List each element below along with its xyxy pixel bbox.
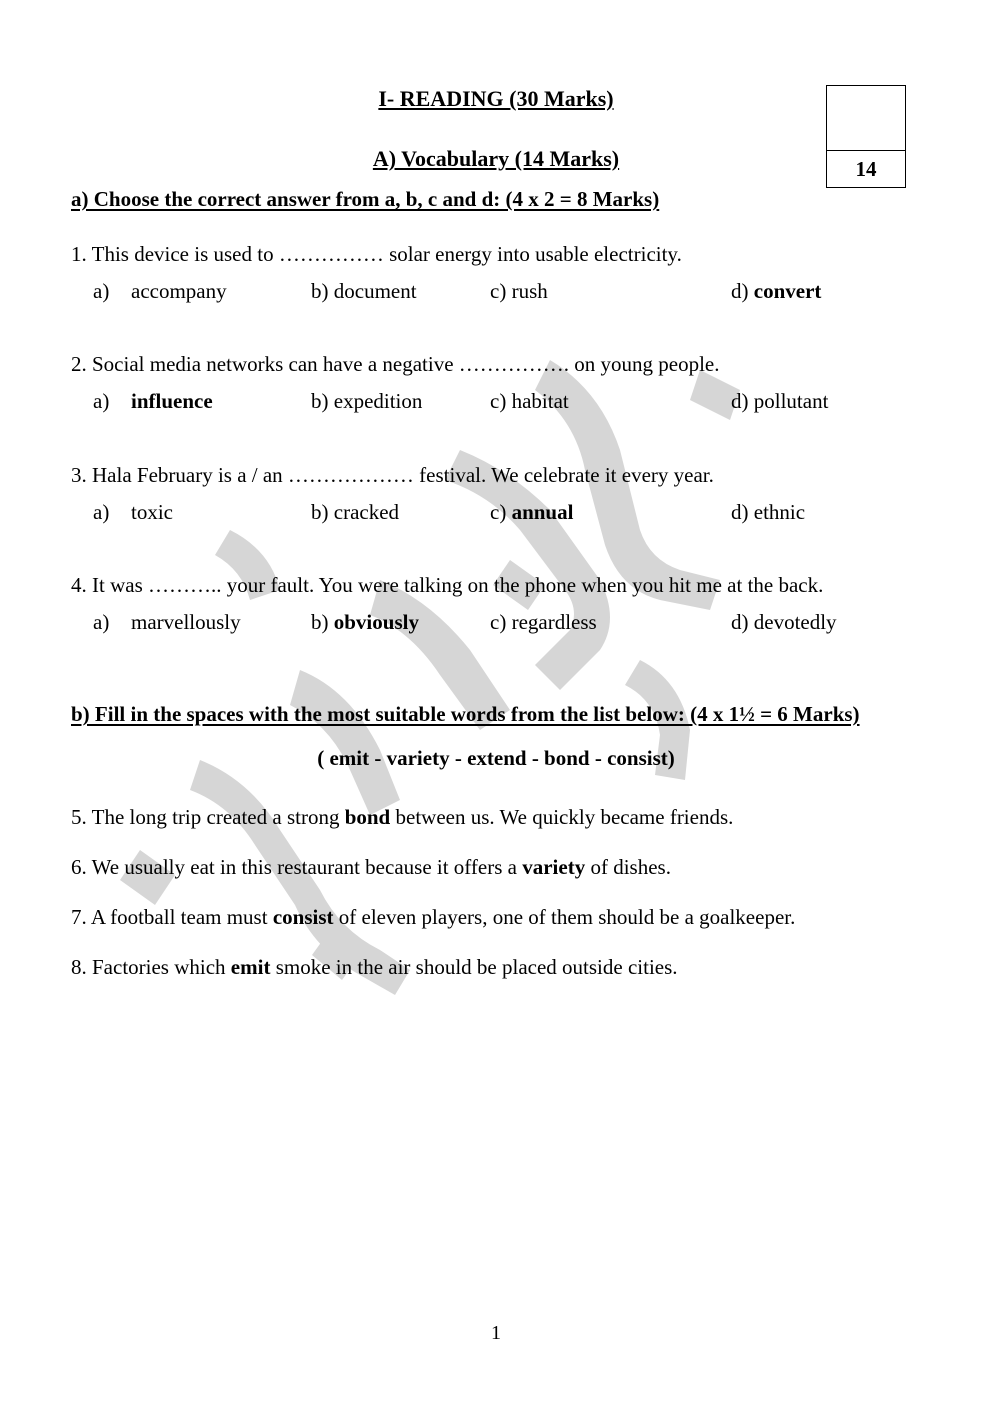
option-text: marvellously bbox=[131, 610, 241, 634]
option-letter: c) bbox=[490, 610, 507, 634]
filled-answer: bond bbox=[344, 805, 391, 829]
option-letter: b) bbox=[311, 279, 329, 303]
correct-answer: obviously bbox=[333, 610, 419, 634]
question-stem: 2. Social media networks can have a negative ……………. on young people. bbox=[71, 352, 720, 376]
option-c bbox=[490, 389, 569, 414]
fill-sentence bbox=[71, 905, 795, 930]
fill-sentence bbox=[71, 855, 671, 880]
option-letter: b) bbox=[311, 500, 329, 524]
option-d bbox=[731, 610, 837, 635]
option-d bbox=[731, 389, 828, 414]
option-letter: d) bbox=[731, 610, 749, 634]
fill-sentence bbox=[71, 955, 678, 980]
option-text: accompany bbox=[131, 279, 227, 303]
sentence-text: 8. Factories which bbox=[71, 955, 231, 979]
correct-answer: annual bbox=[511, 500, 574, 524]
option-b bbox=[311, 389, 422, 414]
section-subtitle: A) Vocabulary (14 Marks) bbox=[372, 146, 620, 171]
option-letter: a) bbox=[93, 610, 110, 634]
filled-answer: consist bbox=[272, 905, 334, 929]
sentence-text: between us. We quickly became friends. bbox=[390, 805, 734, 829]
option-c bbox=[490, 500, 573, 525]
option-text: expedition bbox=[333, 389, 423, 413]
fill-sentence bbox=[71, 805, 733, 830]
sentence-text: of eleven players, one of them should be a goalkeeper. bbox=[333, 905, 796, 929]
option-text: document bbox=[333, 279, 417, 303]
score-box bbox=[826, 85, 906, 188]
option-letter: b) bbox=[311, 389, 329, 413]
option-text: devotedly bbox=[753, 610, 837, 634]
option-text: pollutant bbox=[753, 389, 829, 413]
option-text: rush bbox=[511, 279, 548, 303]
option-d bbox=[731, 500, 805, 525]
sentence-text: smoke in the air should be placed outside cities. bbox=[270, 955, 678, 979]
sentence-text: of dishes. bbox=[585, 855, 671, 879]
option-letter: a) bbox=[93, 500, 110, 524]
option-c bbox=[490, 279, 548, 304]
sentence-text: 7. A football team must bbox=[71, 905, 273, 929]
option-letter: c) bbox=[490, 500, 507, 524]
sentence-text: 6. We usually eat in this restaurant because it offers a bbox=[71, 855, 523, 879]
sentence-text: 5. The long trip created a strong bbox=[71, 805, 345, 829]
option-text: habitat bbox=[511, 389, 569, 413]
option-c bbox=[490, 610, 597, 635]
watermark-calligraphy bbox=[80, 330, 840, 1050]
option-letter: d) bbox=[731, 389, 749, 413]
filled-answer: emit bbox=[230, 955, 271, 979]
option-letter: b) bbox=[311, 610, 329, 634]
option-letter: d) bbox=[731, 279, 749, 303]
option-letter: a) bbox=[93, 279, 110, 303]
option-text: cracked bbox=[333, 500, 400, 524]
word-list: ( emit - variety - extend - bond - consist) bbox=[317, 746, 675, 770]
option-b bbox=[311, 279, 417, 304]
option-text: toxic bbox=[131, 500, 173, 524]
option-letter: c) bbox=[490, 279, 507, 303]
correct-answer: convert bbox=[753, 279, 822, 303]
page-title: I- READING (30 Marks) bbox=[378, 86, 614, 111]
question-stem: 1. This device is used to …………… solar energy into usable electricity. bbox=[71, 242, 682, 266]
option-d bbox=[731, 279, 821, 304]
question-stem: 3. Hala February is a / an ……………… festival. We celebrate it every year. bbox=[71, 463, 714, 487]
option-b bbox=[311, 500, 399, 525]
score-value: 14 bbox=[855, 157, 877, 181]
correct-answer: influence bbox=[131, 389, 213, 413]
option-letter: a) bbox=[93, 389, 110, 413]
option-b bbox=[311, 610, 419, 635]
option-text: regardless bbox=[511, 610, 597, 634]
score-box-empty-cell bbox=[827, 86, 905, 151]
option-letter: c) bbox=[490, 389, 507, 413]
section-a-heading: a) Choose the correct answer from a, b, c and d: (4 x 2 = 8 Marks) bbox=[71, 187, 660, 211]
option-letter: d) bbox=[731, 500, 749, 524]
page-number: 1 bbox=[491, 1322, 501, 1344]
question-stem: 4. It was ……….. your fault. You were talking on the phone when you hit me at the back. bbox=[71, 573, 824, 597]
option-text: ethnic bbox=[753, 500, 806, 524]
section-b-heading: b) Fill in the spaces with the most suitable words from the list below: (4 x 1½ = 6 Marks) bbox=[71, 702, 860, 726]
filled-answer: variety bbox=[522, 855, 586, 879]
